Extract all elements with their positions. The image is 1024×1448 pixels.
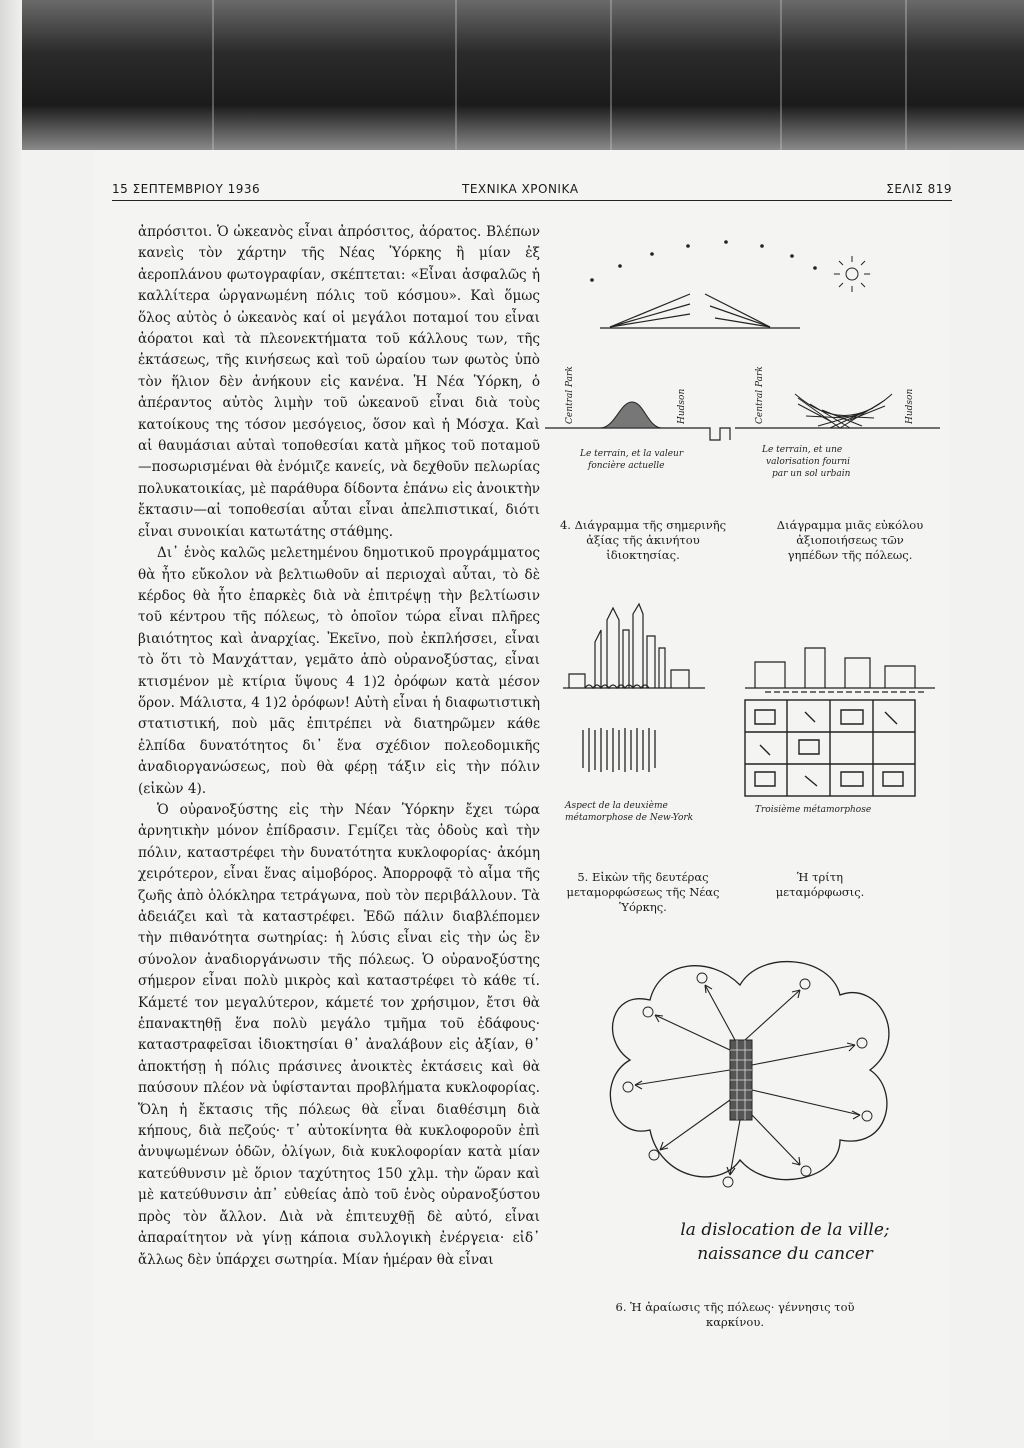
header-page-number: ΣΕΛΙΣ 819 xyxy=(886,182,952,196)
handwritten-note: Aspect de la deuxième xyxy=(565,801,668,811)
header-rule xyxy=(112,200,952,201)
figure-5-caption-right: Ἡ τρίτη μεταμόρφωσις. xyxy=(775,870,865,899)
ground-line-left xyxy=(545,428,730,440)
skyline-second-metamorphosis xyxy=(563,604,705,688)
value-net-right xyxy=(795,394,892,428)
value-hump-left xyxy=(600,402,662,428)
handwritten-note: métamorphose de New-York xyxy=(565,813,694,823)
running-header xyxy=(112,182,952,204)
scan-streak xyxy=(610,0,612,150)
handwritten-note: Le terrain, et une xyxy=(762,445,843,455)
scan-streak xyxy=(455,0,457,150)
figure-6-city-dislocation-sketch xyxy=(590,950,920,1210)
handwritten-line: la dislocation de la ville; xyxy=(680,1220,890,1240)
paragraph: Ὁ οὐρανοξύστης εἰς τὴν Νέαν Ὑόρκην ἔχει τώρα ἀρνητικὴν μόνον ἐπίδρασιν. Γεμίζει τὰς ὁδοὺς καὶ τὴν πόλιν, καταστρέφει τὴν δυνατότητα κυκλοφορίας· ἀκόμη χειρότερον, εἶναι ἕνας αἱμοβόρος. Ἀπορροφᾷ τὸ αἷμα τῆς ζωῆς ἀπὸ ὁλόκληρα τετράγωνα, ποὺ τὸν περιβάλλουν. Τὰ ἀδειάζει καὶ τὰ καταστρέφει. Ἐδῶ πάλιν διαβλέπομεν τὴν πιθανότητα σωτηρίας: ἡ λύσις εἶναι εἰς τὴν ὡς ἓν σύνολον ἀναδιοργάνωσιν τῆς πόλεως. Ὁ οὐρανοξύστης σήμερον εἶναι πολὺ μικρὸς καὶ καταστρέφει τὸ κάθε τί. Κάμετέ τον μεγαλύτερον, κάμετέ τον χρήσιμον, ἔτσι θὰ ἐπανακτηθῇ ἕνα πολὺ μεγάλο τμῆμα τοῦ ἐδάφους· καταστραφεῖσαι ἰδιοκτησίαι θ᾽ ἀναλάβουν εἰς ἀξίαν, θ᾽ ἀποκτήσῃ ἡ πόλις πράσινες ἀνοικτὲς ἐκτάσεις καὶ θὰ παύσουν πλέον νὰ ὑφίστανται προβλήματα κυκλοφορίας. Ὅλη ἡ ἔκτασις τῆς πόλεως θὰ εἶναι διαθέσιμη διὰ κήπους, διὰ πεζούς· τ᾽ αὐτοκίνητα θὰ κυκλοφοροῦν ἐπὶ ἀνυψωμένων ὁδῶν, ὀλίγων, διὰ κυκλοφορίαν κατὰ μίαν κατεύθυνσιν μὲ ὅριον ταχύτητος 150 χλμ. τὴν ὥραν καὶ μὲ κατεύθυνσιν ἀπ᾽ εὐθείας ἀπὸ τοῦ ἑνὸς οὐρανοξύστου πρὸς τὸν ἄλλον. Διὰ νὰ ἐπιτευχθῇ δὲ αὐτό, εἶναι ἀπαραίτητον νὰ γίνῃ κάποια συλλογικὴ ἐνέργεια· εἰδ᾽ ἄλλως δὲν ὑπάρχει σωτηρία. Μίαν ἡμέραν θὰ εἶναι xyxy=(138,801,540,1268)
article-column xyxy=(138,222,540,1271)
handwritten-note: Troisième métamorphose xyxy=(755,805,872,815)
figure-6-handwritten-title xyxy=(665,1218,905,1266)
figure-5-caption-left: 5. Εἰκὼν τῆς δευτέρας μεταμορφώσεως τῆς Νέας Ὑόρκης. xyxy=(566,870,720,914)
city-plan-grid xyxy=(745,700,915,796)
scan-streak xyxy=(905,0,907,150)
handwritten-note: valorisation fourni xyxy=(766,457,851,467)
figure-4-caption-left: 4. Διάγραμμα τῆς σημερινῆς ἀξίας τῆς ἀκινήτου ἰδιοκτησίας. xyxy=(559,518,727,562)
header-date: 15 ΣΕΠΤΕΜΒΡΙΟΥ 1936 xyxy=(112,182,261,196)
skyline-third-metamorphosis xyxy=(745,648,935,692)
street-section-hatch xyxy=(583,728,655,772)
figure-4-caption-right: Διάγραμμα μιᾶς εὐκόλου ἀξιοποιήσεως τῶν γηπέδων τῆς πόλεως. xyxy=(776,518,924,562)
vertical-label-hudson-2: Hudson xyxy=(905,388,915,424)
handwritten-note: Le terrain, et la valeur xyxy=(580,449,684,459)
vertical-label-hudson: Hudson xyxy=(677,388,687,424)
figure-4-land-value-sketch xyxy=(540,232,950,492)
handwritten-note: foncière actuelle xyxy=(588,461,665,471)
scan-streak xyxy=(780,0,782,150)
sun-icon xyxy=(834,256,870,292)
vertical-label-central-park-2: Central Park xyxy=(755,366,765,424)
light-rays xyxy=(600,294,800,328)
figure-6-caption: 6. Ἡ ἀραίωσις τῆς πόλεως· γέννησις τοῦ καρκίνου. xyxy=(615,1300,855,1329)
scan-shadow-top xyxy=(0,0,1024,150)
paragraph: Δι᾽ ἑνὸς καλῶς μελετημένου δημοτικοῦ προγράμματος θὰ ἦτο εὔκολον νὰ βελτιωθοῦν αἱ περιοχαὶ αὗται, τὸ δὲ κέρδος θὰ ἦτο ἐπαρκὲς διὰ νὰ ἐπιτρέψῃ τὴν βελτίωσιν τοῦ κέντρου τῆς πόλεως, τὸ ὁποῖον τώρα εἶναι πλῆρες βιαιότητος καὶ ἀναρχίας. Ἐκεῖνο, ποὺ ἐκπλήσσει, εἶναι τὸ ὅτι τὸ Μανχάτταν, γεμᾶτο ἀπὸ οὐρανοξύστας, εἶναι κτισμένον μὲ κτίρια ὕψους 4 1)2 ὀρόφων κατὰ μέσον ὅρον. Μάλιστα, 4 1)2 ὀρόφων! Αὐτὴ εἶναι ἡ διαφωτιστικὴ στατιστική, ποὺ μᾶς ἐπιτρέπει νὰ διατηρῶμεν κάθε ἐλπίδα δυνατότητος δι᾽ ἕνα σχέδιον πολεοδομικῆς ἀναδιοργανώσεως, ποὺ θὰ φέρῃ τάξιν εἰς τὴν πόλιν (εἰκὼν 4). xyxy=(138,545,540,797)
city-core xyxy=(730,1040,752,1120)
paragraph: ἀπρόσιτοι. Ὁ ὠκεανὸς εἶναι ἀπρόσιτος, ἀόρατος. Βλέπων κανεὶς τὸν χάρτην τῆς Νέας Ὑόρκης ἢ μίαν ἐξ ἀεροπλάνου φωτογραφίαν, σκέπτεται: «Εἶναι ἀσφαλῶς ἡ καλλίτερα ὡργανωμένη πόλις τοῦ κόσμου». Καὶ ὅμως ὅλος αὐτὸς ὁ ὠκεανὸς καί οἱ μεγάλοι ποταμοί του εἶναι ἀόρατοι καὶ τὰ πλεονεκτήματα τοῦ κάλλους των, τῆς ἐκτάσεως, τῆς κινήσεως καὶ τοῦ ὡραίου των φωτὸς ὑπὸ τὸν ἥλιον δὲν ἀνήκουν εἰς κανένα. Ἡ Νέα Ὑόρκη, ὁ ἀπέραντος αὐτὸς λιμὴν τοῦ ὠκεανοῦ εἶναι διὰ τοὺς κατοίκους της τόσον μεσόγειος, ὅσον καὶ ἡ Μόσχα. Καὶ αἱ θαυμάσιαι αὐταὶ τοποθεσίαι κατὰ μῆκος τοῦ ποταμοῦ—ποσωρισμέναι θὰ ἐνόμιζε κανείς, νὰ δεχθοῦν πελωρίας πολυκατοικίας, μὲ παράθυρα δίδοντα ἐπάνω εἰς ἀνοικτὴν ἔκτασιν—αἱ τοποθεσίαι αὗται εἶναι ἀπελπιστικαί, διότι εἶναι συνοικίαι κατωτάτης στάθμης. xyxy=(138,224,540,540)
scan-streak xyxy=(212,0,214,150)
vertical-label-central-park: Central Park xyxy=(565,366,575,424)
handwritten-line: naissance du cancer xyxy=(697,1244,873,1264)
sun-path-dots xyxy=(590,240,817,282)
handwritten-note: par un sol urbain xyxy=(772,469,851,479)
header-journal: ΤΕΧΝΙΚΑ ΧΡΟΝΙΚΑ xyxy=(462,182,579,196)
figure-5-metamorphosis-sketch xyxy=(555,600,950,830)
scan-edge-left xyxy=(0,0,22,1448)
